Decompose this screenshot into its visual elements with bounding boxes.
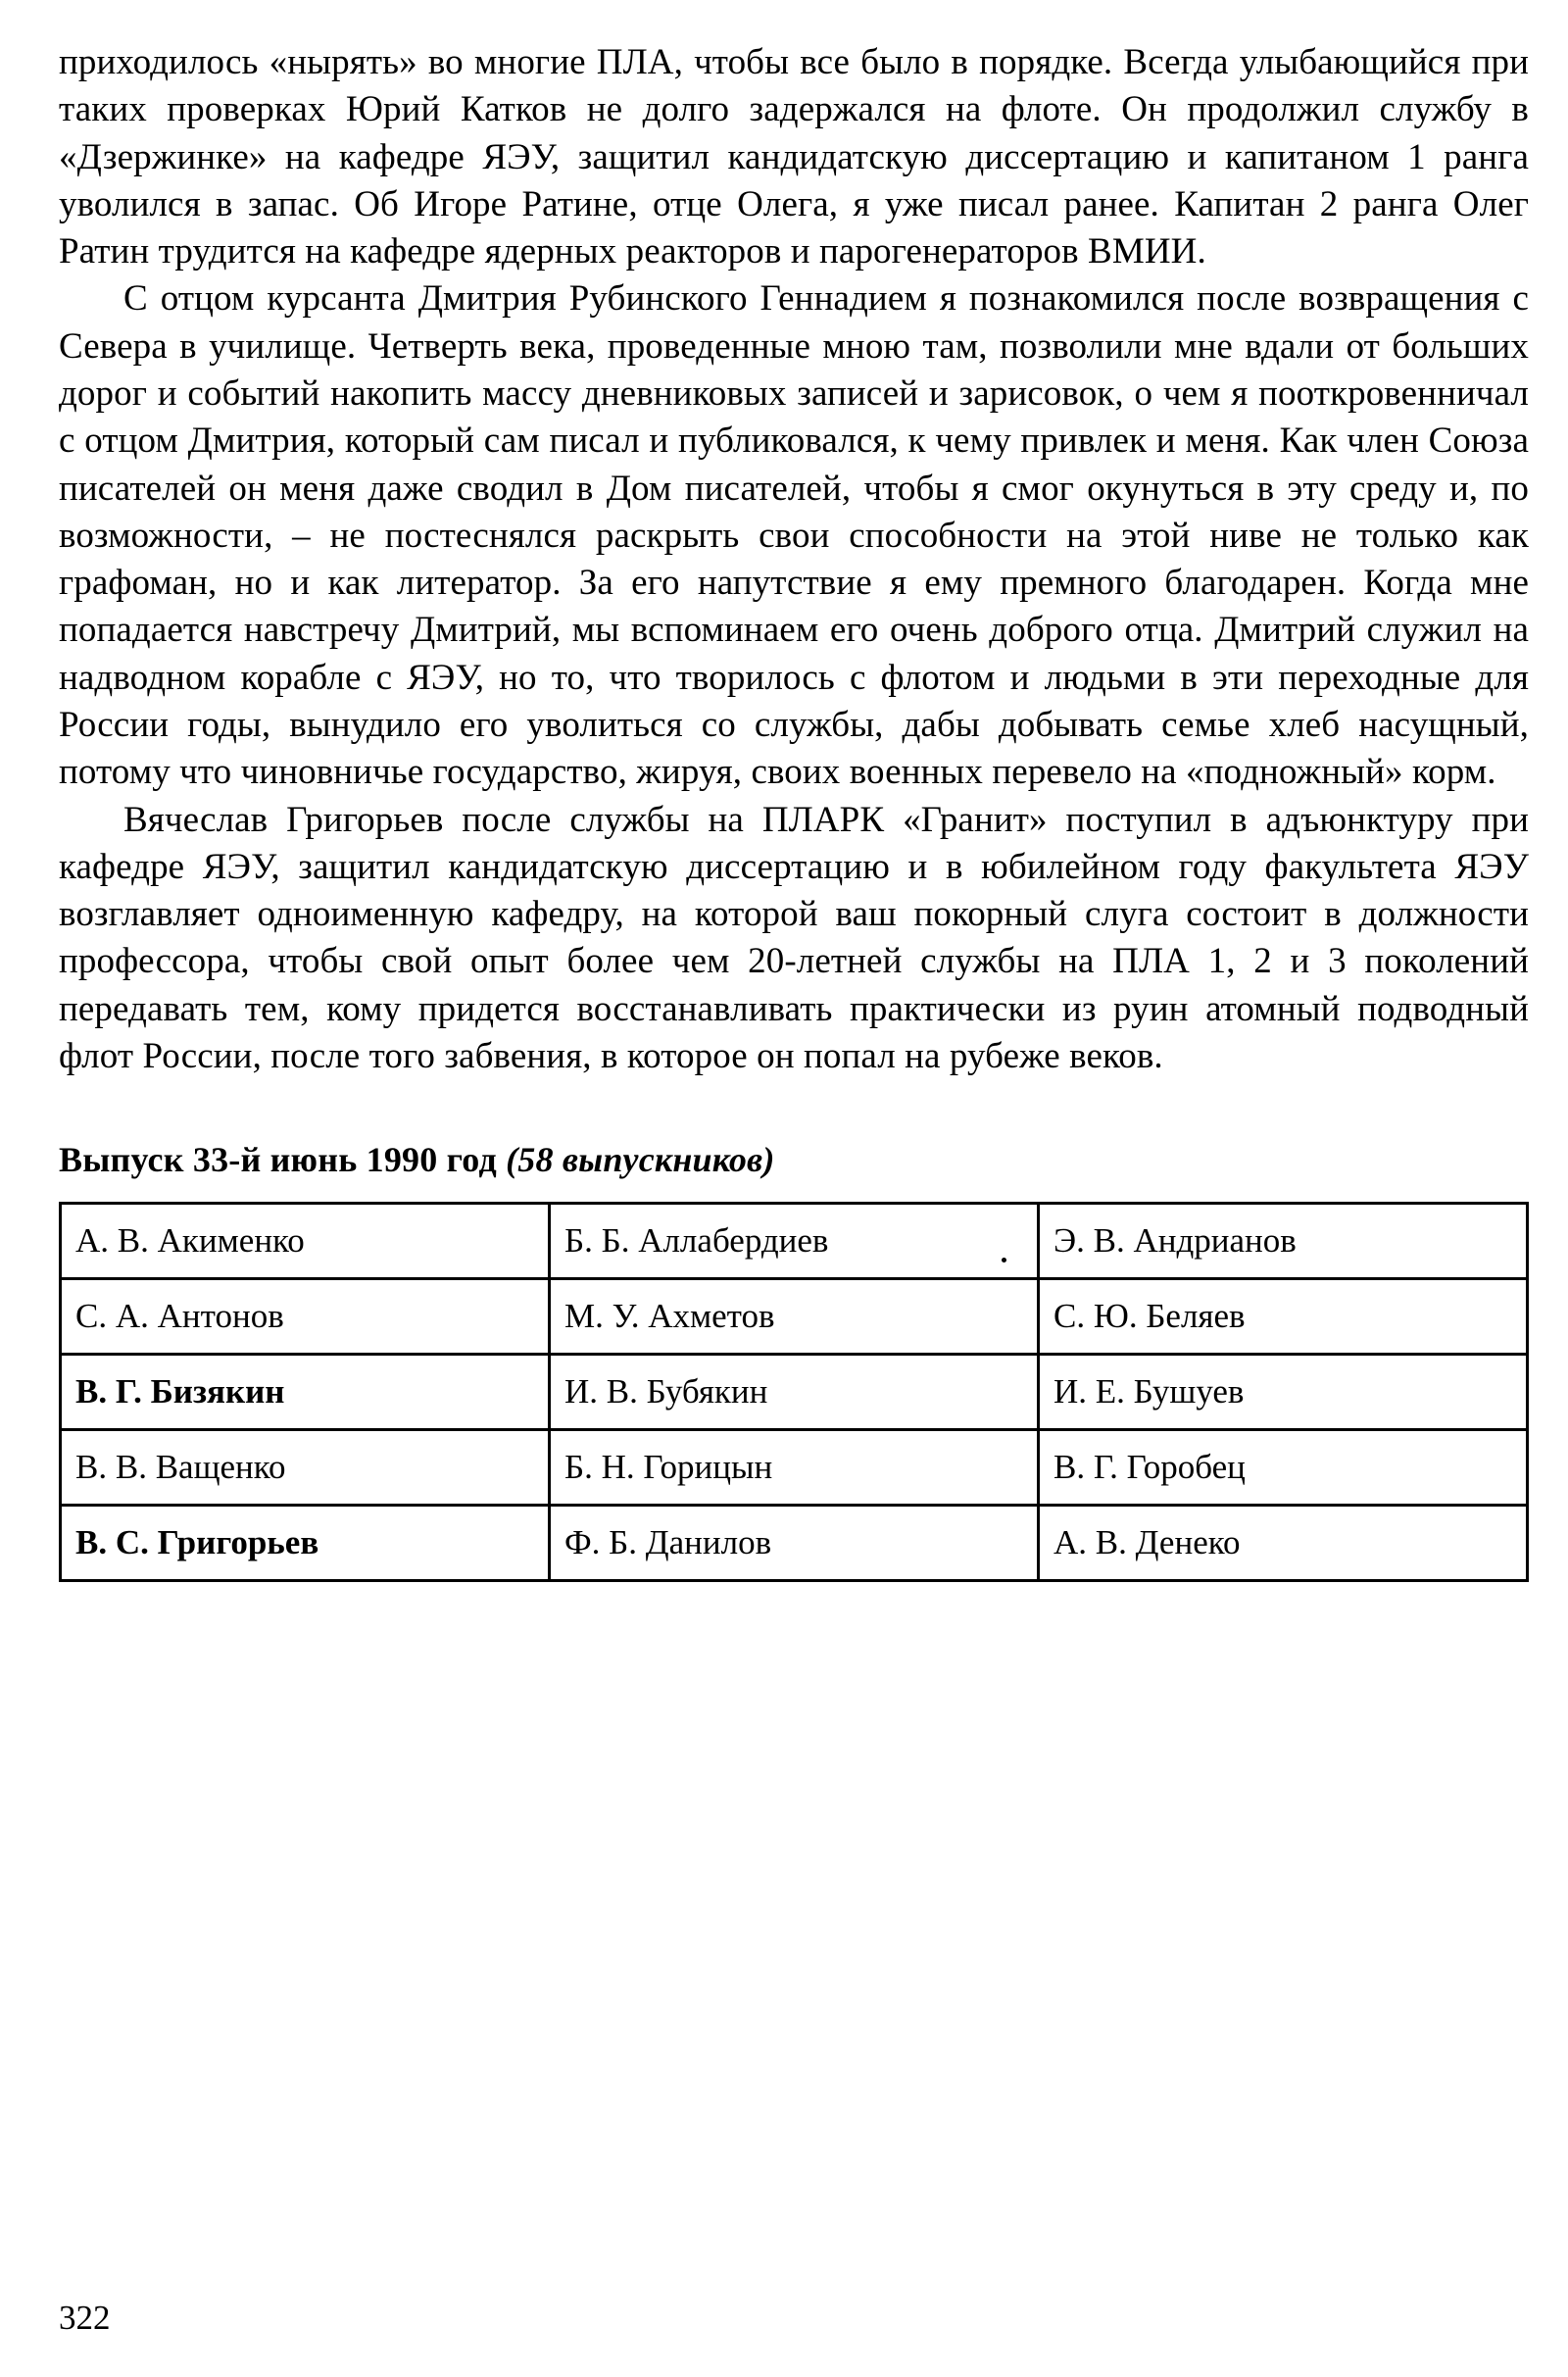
table-row — [61, 1506, 1528, 1581]
paragraph-3: Вячеслав Григорьев после службы на ПЛАРК «Гранит» поступил в адъюнктуру при кафедре ЯЭУ, защитил кандидатскую диссертацию и в юбилейном году факультета ЯЭУ возглавляет одноименную кафедру, на которой ваш покорный слуга состоит в должности профессора, чтобы свой опыт более чем 20-летней службы на ПЛА 1, 2 и 3 поколений передавать тем, кому придется восстанавливать практически из руин атомный подводный флот России, после того забвения, в которое он попал на рубеже веков. — [59, 799, 1529, 1076]
table-cell: М. У. Ахметов — [550, 1279, 1039, 1355]
graduates-count-note: (58 выпускников) — [506, 1140, 775, 1180]
table-cell: В. Г. Горобец — [1039, 1430, 1528, 1506]
table-cell: В. Г. Бизякин — [61, 1355, 550, 1430]
table-cell: С. Ю. Беляев — [1039, 1279, 1528, 1355]
table-cell: А. В. Акименко — [61, 1204, 550, 1279]
page-number: 322 — [59, 2299, 111, 2337]
table-row — [61, 1279, 1528, 1355]
table-cell: Э. В. Андрианов — [1039, 1204, 1528, 1279]
table-cell: И. Е. Бушуев — [1039, 1355, 1528, 1430]
body-text — [59, 39, 1529, 1080]
graduates-table — [59, 1202, 1529, 1582]
table-row — [61, 1204, 1528, 1279]
table-cell: Б. Н. Горицын — [550, 1430, 1039, 1506]
table-cell: Ф. Б. Данилов — [550, 1506, 1039, 1581]
table-cell: Б. Б. Аллабердиев — [550, 1204, 1039, 1279]
table-cell: В. В. Ващенко — [61, 1430, 550, 1506]
graduates-heading-text: Выпуск 33-й июнь 1990 год — [59, 1140, 497, 1180]
table-cell: И. В. Бубякин — [550, 1355, 1039, 1430]
table-cell: В. С. Григорьев — [61, 1506, 550, 1581]
table-cell: С. А. Антонов — [61, 1279, 550, 1355]
scan-artifact-dot — [1002, 1258, 1006, 1263]
paragraph-2: С отцом курсанта Дмитрия Рубинского Геннадием я познакомился после возвращения с Севера в училище. Четверть века, проведенные мною там, позволили мне вдали от больших дорог и событий накопить массу дневниковых записей и зарисовок, о чем я пооткровенничал с отцом Дмитрия, который сам писал и публиковался, к чему привлек и меня. Как член Союза писателей он меня даже сводил в Дом писателей, чтобы я смог окунуться в эту среду и, по возможности, – не постеснялся раскрыть свои способности на этой ниве не только как графоман, но и как литератор. За его напутствие я ему премного благодарен. Когда мне попадается навстречу Дмитрий, мы вспоминаем его очень доброго отца. Дмитрий служил на надводном корабле с ЯЭУ, но то, что творилось с флотом и людьми в эти переходные для России годы, вынудило его уволиться со службы, дабы добывать семье хлеб насущный, потому что чиновничье государство, жируя, своих военных перевело на «подножный» корм. — [59, 278, 1529, 793]
paragraph-1: приходилось «нырять» во многие ПЛА, чтобы все было в порядке. Всегда улыбающийся при таких проверках Юрий Катков не долго задержался на флоте. Он продолжил службу в «Дзержинке» на кафедре ЯЭУ, защитил кандидатскую диссертацию и капитаном 1 ранга уволился в запас. Об Игоре Ратине, отце Олега, я уже писал ранее. Капитан 2 ранга Олег Ратин трудится на кафедре ядерных реакторов и парогенераторов ВМИИ. — [59, 42, 1529, 272]
graduates-heading — [59, 1139, 1499, 1180]
table-row — [61, 1355, 1528, 1430]
table-cell: А. В. Денеко — [1039, 1506, 1528, 1581]
table-row — [61, 1430, 1528, 1506]
